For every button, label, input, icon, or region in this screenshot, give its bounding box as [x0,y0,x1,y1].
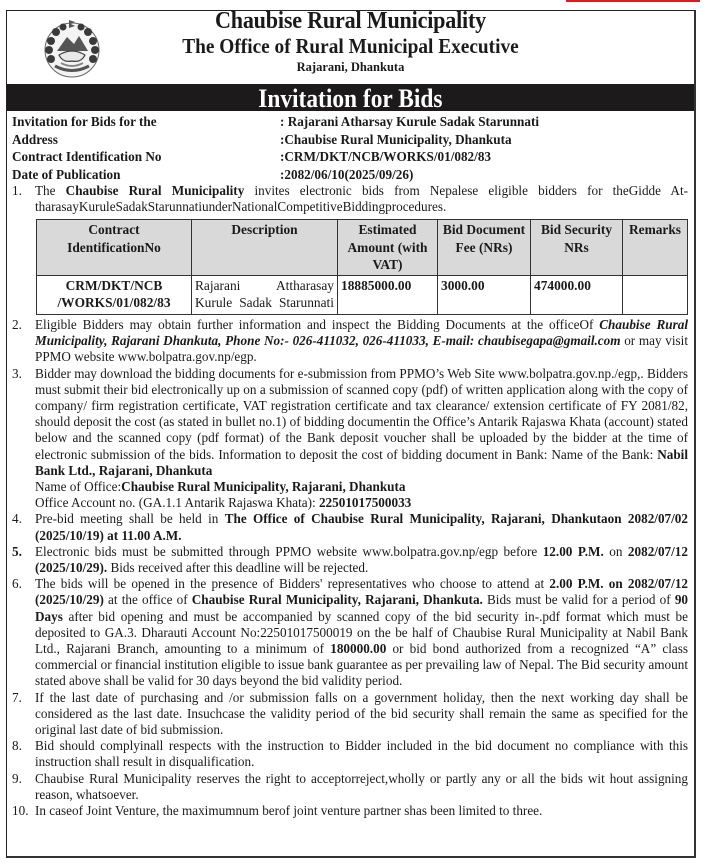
clause-text [35,544,688,576]
opening-time: 2.00 P.M. on 2082/07/12 (2025/10/29) [35,576,689,608]
clause-number: 8. [12,738,22,754]
column-header: Contract IdentificationNo [37,220,192,276]
pre-bid-meeting: The Office of Chaubise Rural Municipality, Rajarani, Dhankutaon 2082/07/02 (2025/10/19) at 11.00 A.M. [35,511,688,543]
text-run: Name of Office: [35,478,122,494]
text-run: Bidder may download the bidding documents for e-submission from PPMO’s Web Site www.bolpatra.gov.np./egp,. Bidders must submit their bid electronically up on a submission of scanned copy (pdf) of written application along with the copy of company/ firm registration certificate, VAT registration certificate and tax clearance/ extension certificate of FY 2081/82, should deposit the cost (as stated in bullet no.1) of bidding documentin the Office’s Antarik Rajaswa Khata (account) stated below and the scanned copy (pdf format) of the Bank deposit voucher shall be uploaded by the bidder at the time of electronic submission of the bids. Information to deposit the cost of bidding document in Bank: Name of the Bank: [35,365,688,462]
deadline-time: 12.00 P.M. [542,543,604,559]
minimum-amount: 180000.00 [330,640,387,656]
meta-row [12,113,692,131]
cell-contract-id: CRM/DKT/NCB /WORKS/01/082/83 [37,275,192,314]
text-run: invites electronic bids from Nepalese eligible bidders for theGidde At-tharasayKuruleSadakStarunnatiunderNationalCompetitiveBiddingprocedures. [35,183,688,215]
meta-row [12,148,692,166]
cell-bid-security: 474000.00 [531,275,623,314]
clause-number: 7. [12,689,22,705]
account-number: 22501017500033 [318,495,412,511]
cell-description: Rajarani Attharasay Kurule Sadak Starunnati [192,275,338,314]
notice-meta [12,113,692,183]
bids-table [36,219,688,315]
contact-details: Chaubise Rural Municipality, Rajarani Dhankuta, Phone No:- 026-411032, 026-411033, E-mail: chaubisegapa@gmail.com [35,316,688,349]
clause-3 [12,366,688,512]
meta-label: Invitation for Bids for the [12,114,157,129]
text-run-bold: Chaubise Rural Municipality [65,183,245,198]
clause-1 [12,183,688,215]
column-header: Bid Security NRs [531,220,623,276]
clause-number: 3. [12,365,22,381]
clause-number: 9. [12,770,22,786]
text-run: Bids must be valid for a period of [482,592,675,608]
clause-2 [12,317,688,366]
clause-text [35,317,688,366]
meta-value: :2082/06/10(2025/09/26) [280,166,414,182]
clause-text: Chaubise Rural Municipality reserves the right to acceptorreject,wholly or partly any or all the bids wit hout assigning reason, whatsoever. [35,770,688,802]
bank-name: Nabil Bank Ltd., Rajarani, Dhankuta [35,446,688,478]
cell-document-fee: 3000.00 [438,275,531,314]
cell-remarks [623,275,688,314]
clause-6 [12,576,688,689]
text-run: The bids will be opened in the presence of Bidders' representatives who choose to attend at [35,576,550,592]
clause-9 [12,771,688,803]
municipality-title: Chaubise Rural Municipality [214,8,487,34]
clause-number: 10. [12,803,29,818]
clause-7 [12,690,688,739]
text-run: The [35,183,66,198]
meta-value: :Chaubise Rural Municipality, Dhankuta [280,131,512,147]
table-header-row [37,220,688,276]
clause-number: 6. [12,576,22,592]
text-run: at the office of [103,592,192,608]
meta-label: Date of Publication [12,166,121,182]
meta-value: : Rajarani Atharsay Kurule Sadak Starunnati [280,114,540,129]
office-name: Chaubise Rural Municipality, Rajarani, Dhankuta [121,478,406,494]
clause-10 [12,803,688,819]
clause-4 [12,511,688,543]
meta-label: Address [12,131,58,147]
text-run: after bid opening and must be accompanied by scanned copy of the bid security in-.pdf format which must be deposited to GA.3. Dharauti Account No:22501017500019 on the be half of Chaubise Rural Municipality at Nabil Bank Ltd., Rajarani Branch, amounting to a minimum of [35,608,688,656]
clause-text [35,576,688,689]
text-run: or bid bond authorized from a recognized “A” class commercial or financial institution eligible to issue bank guarantee as per prevailing law of Nepal. The Bid security amount stated above shall be valid for 30 days beyond the bid validity period. [35,640,689,689]
column-header: Remarks [623,220,688,276]
meta-label: Contract Identification No [12,149,162,164]
clause-5 [12,544,688,576]
clause-text [35,511,688,543]
text-run: Pre-bid meeting shall be held in [35,511,225,527]
clause-text [35,366,688,512]
column-header: Description [192,220,338,276]
validity-period: 90 Days [35,592,688,624]
deadline-date: 2082/07/12 (2025/10/29). [35,543,688,575]
text-run: Eligible Bidders may obtain further information and inspect the Bidding Documents at the officeOf [35,316,600,332]
text-run: Electronic bids must be submitted through PPMO website www.bolpatra.gov.np/egp before [35,543,543,559]
text-run: Bids received after this deadline will be rejected. [107,559,369,575]
notice-body [12,183,688,819]
text-run: on [603,543,628,559]
meta-row [12,131,692,149]
notice-banner [7,84,694,111]
notice-frame [6,10,696,858]
text-run: or may visit PPMO website www.bolpatra.gov.np/egp. [35,333,688,365]
clause-text: Bid should complyinall respects with the instruction to Bidder included in the bid document no compliance with this instruction shall result in disqualification. [35,738,688,770]
opening-place: Chaubise Rural Municipality, Rajarani, Dhankuta. [191,592,483,608]
clause-8 [12,738,688,770]
column-header: Estimated Amount (with VAT) [338,220,438,276]
clause-text: If the last date of purchasing and /or submission falls on a government holiday, then the next working day shall be considered as the last date. Insuchcase the validity period of the bid security shall remain the same as specified for the original last date of bid submission. [35,689,688,737]
office-title: The Office of Rural Municipal Executive [182,34,519,58]
banner-title: Invitation for Bids [258,84,443,113]
clause-number: 5. [12,543,22,559]
column-header: Bid Document Fee (NRs) [438,220,531,276]
corner-red-mark [566,0,700,2]
clause-text: In caseof Joint Venture, the maximumnum berof joint venture partner shas been limited to three. [35,803,543,818]
clause-number: 2. [12,316,22,332]
meta-row [12,166,692,184]
notice-header [7,8,694,84]
table-row [37,275,688,314]
clause-number: 1. [12,183,22,198]
cell-estimated-amount: 18885000.00 [338,275,438,314]
clause-number: 4. [12,511,22,527]
text-run: Office Account no. (GA.1.1 Antarik Rajaswa Khata): [35,495,319,511]
clause-text [35,183,688,215]
meta-value: :CRM/DKT/NCB/WORKS/01/082/83 [280,149,492,164]
office-location: Rajarani, Dhankuta [296,60,405,74]
